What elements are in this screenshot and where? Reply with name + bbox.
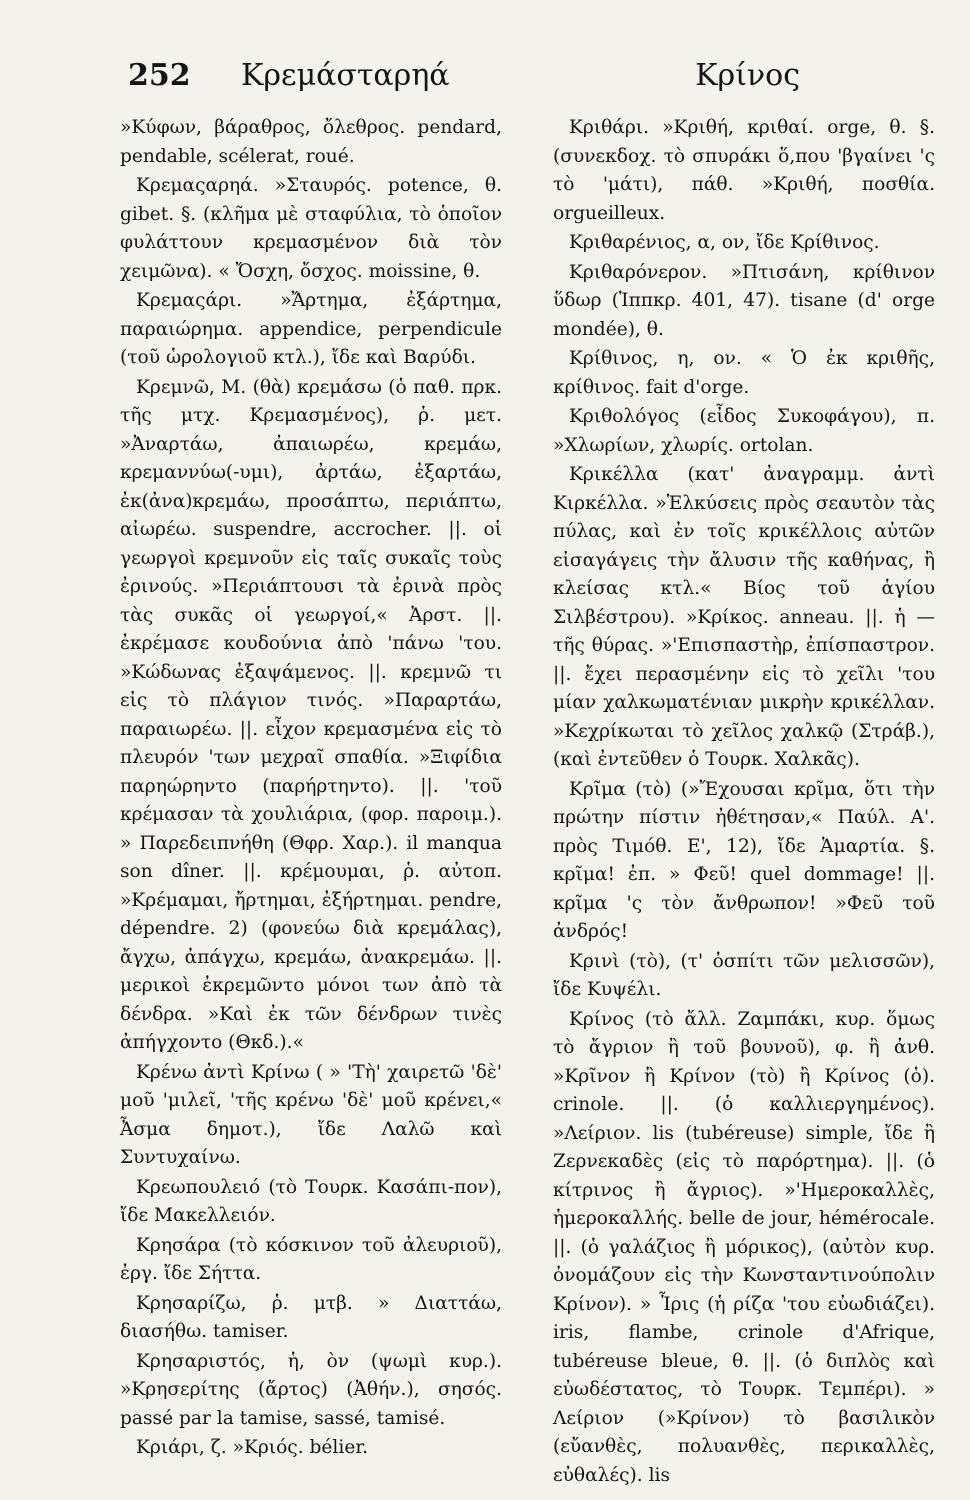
running-head-right: Κρίνος [695,58,800,93]
page-number: 252 [128,58,191,93]
dictionary-entry: Κριθολόγος (εἶδος Συκοφάγου), π. »Χλωρίων, χλωρίς. ortolan. [553,406,935,456]
dictionary-entry: Κρεμαςάρι. »Ἄρτημα, ἐξάρτημα, παραιώρημα. appendice, perpendicule (τοῦ ὡρολογιοῦ κτλ.), ἴδε καὶ Βαρύδι. [120,290,502,368]
left-column [120,114,502,1464]
column-gutter [527,114,528,1414]
dictionary-entry: Κρίθινος, η, ον. « Ὁ ἐκ κριθῆς, κρίθινος. fait d'orge. [553,348,935,398]
dictionary-entry: Κρῖμα (τὸ) (»Ἔχουσαι κρῖμα, ὅτι τὴν πρώτην πίστιν ἠθέτησαν,« Παύλ. Α'. πρὸς Τιμόθ. Ε', 12), ἴδε Ἁμαρτία. §. κρῖμα! ἐπ. » Φεῦ! quel dommage! ||. κρῖμα 'ς τὸν ἄνθρωπον! »Φεῦ τοῦ ἀνδρός! [553,778,935,942]
dictionary-entry: Κρίνος (τὸ ἄλλ. Ζαμπάκι, κυρ. ὅμως τὸ ἄγριον ἢ τοῦ βουνοῦ), φ. ἢ ἀνθ. »Κρῖνον ἢ Κρίνον (τὸ) ἢ Κρίνος (ὁ). crinole. ||. (ὁ καλλιεργημένος). »Λείριον. lis (tubéreuse) simple, ἴδε ἢ Ζερνεκαδὲς (εἰς τὸ παρόρτημα). ||. (ὁ κίτρινος ἢ ἄγριος). »'Ημεροκαλλὲς, ἡμεροκαλλής. belle de jour, hémérocale. ||. (ὁ γαλάζιος ἢ μόρικος), (αὐτὸν κυρ. ὀνομάζουν εἰς τὴν Κωνσταντινούπολιν Κρίνον). » Ἶρις (ἡ ρίζα 'του εὐωδιάζει). iris, flambe, crinole d'Afrique, tubéreuse bleue, θ. ||. (ὁ διπλὸς καὶ εὐωδέστατος, τὸ Τουρκ. Τεμπέρι). » Λείριον (»Κρίνον) τὸ βασιλικὸν (εὔανθὲς, πολυανθὲς, περικαλλὲς, εὐθαλές). lis [553,1008,935,1486]
dictionary-entry: Κρικέλλα (κατ' ἀναγραμμ. ἀντὶ Κιρκέλλα. »Ἑλκύσεις πρὸς σεαυτὸν τὰς πύλας, καὶ ἐν τοῖς κρικέλλοις αὐτῶν εἰσαγάγεις τὴν ἄλυσιν τῆς καθήνας, ἢ κλείσας κτλ.« Βίος τοῦ ἁγίου Σιλβέστρου). »Κρίκος. anneau. ||. ἡ — τῆς θύρας. »'Επισπαστὴρ, ἐπίσπαστρον. ||. ἔχει περασμένην εἰς τὸ χεῖλι 'του μίαν χαλκωματένιαν μικρὴν κρικέλλαν. »Κεχρίκωται τὸ χεῖλος χαλκῷ (Στράβ.), (καὶ ἐντεῦθεν ὁ Τουρκ. Χαλκᾶς). [553,464,935,770]
running-head-left: Κρεμάσταρηά [241,58,450,93]
dictionary-entry: Κρησάρα (τὸ κόσκινον τοῦ ἀλευριοῦ), ἐργ. ἴδε Σήττα. [120,1234,502,1284]
dictionary-entry: Κρησαριστός, ἡ, ὸν (ψωμὶ κυρ.). »Κρησερίτης (ἄρτος) (Ἀθήν.), σησός. passé par la tamise, sassé, tamisé. [120,1350,502,1429]
right-column [553,114,935,1491]
dictionary-entry: Κρησαρίζω, ῥ. μτβ. » Διαττάω, διασήθω. tamiser. [120,1292,502,1342]
dictionary-entry: Κριθαρένιος, α, ον, ἴδε Κρίθινος. [569,232,880,253]
dictionary-entry: Κριθαρόνερον. »Πτισάνη, κρίθινον ὕδωρ (Ἱππκρ. 401, 47). tisane (d' orge mondée), θ. [553,261,935,340]
dictionary-entry: Κρεμαςαρηά. »Σταυρός. potence, θ. gibet. §. (κλῆμα μὲ σταφύλια, τὸ ὁποῖον φυλάττουν κρεμασμένον διὰ τὸν χειμῶνα). « Ὄσχη, ὄσχος. moissine, θ. [120,175,502,282]
dictionary-entry: Κρένω ἀντὶ Κρίνω ( » 'Τὴ' χαιρετῶ 'δὲ' μοῦ 'μιλεῖ, 'τῆς κρένω 'δὲ' μοῦ κρένει,« Ἆσμα δημοτ.), ἴδε Λαλῶ καὶ Συντυχαίνω. [120,1061,502,1168]
page-header [128,50,910,100]
dictionary-entry: Κρεμνῶ, Μ. (θὰ) κρεμάσω (ὁ παθ. πρκ. τῆς μτχ. Κρεμασμένος), ῥ. μετ. »Ἀναρτάω, ἀπαιωρέω, κρεμάω, κρεμαννύω(-υμι), ἀρτάω, ἐξαρτάω, ἐκ(ἀνα)κρεμάω, προσάπτω, περιάπτω, αἰωρέω. suspendre, accrocher. ||. οἱ γεωργοὶ κρεμνοῦν εἰς ταῖς συκαῖς τοὺς ἐρινούς. »Περιάπτουσι τὰ ἐρινὰ πρὸς τὰς συκᾶς οἱ γεωργοί,« Ἀρστ. ||. ἐκρέμασε κουδούνια ἀπὸ 'πάνω 'του. »Κώδωνας ἐξαψάμενος. ||. κρεμνῶ τι εἰς τὸ πλάγιον τινός. »Παραρτάω, παραιωρέω. ||. εἶχον κρεμασμένα εἰς τὸ πλευρόν 'των μεχραῖ σπαθία. »Ξιφίδια παρηώρηντο (παρήρτηντο). ||. 'τοῦ κρέμασαν τὰ χουλιάρια, (φορ. παροιμ.). » Παρεδειπνήθη (Θφρ. Χαρ.). il manqua son dîner. ||. κρέμουμαι, ῥ. αὐτοπ. »Κρέμαμαι, ἤρτημαι, ἐξήρτημαι. pendre, dépendre. 2) (φονεύω διὰ κρεμάλας), ἄγχω, ἀπάγχω, κρεμάω, ἀνακρεμάω. ||. μερικοὶ ἐκρεμῶντο μόνοι των ἀπὸ τὰ δένδρα. »Καὶ ἐκ τῶν δένδρων τινὲς ἀπήγχοντο (Θκδ.).« [120,376,502,1053]
dictionary-entry: »Κύφων, βάραθρος, ὄλεθρος. pendard, pendable, scélerat, roué. [120,117,502,167]
dictionary-entry: Κρινὶ (τὸ), (τ' ὀσπίτι τῶν μελισσῶν), ἴδε Κυψέλι. [553,950,935,1000]
dictionary-entry: Κριθάρι. »Κριθή, κριθαί. orge, θ. §. (συνεκδοχ. τὸ σπυράκι ὅ,που 'βγαίνει 'ς τὸ 'μάτι), πάθ. »Κριθή, ποσθία. orgueilleux. [553,117,935,224]
dictionary-entry: Κρεωπουλειό (τὸ Τουρκ. Κασάπι-πον), ἴδε Μακελλειόν. [120,1176,502,1226]
dictionary-entry: Κριάρι, ζ. »Κριός. bélier. [136,1437,369,1458]
